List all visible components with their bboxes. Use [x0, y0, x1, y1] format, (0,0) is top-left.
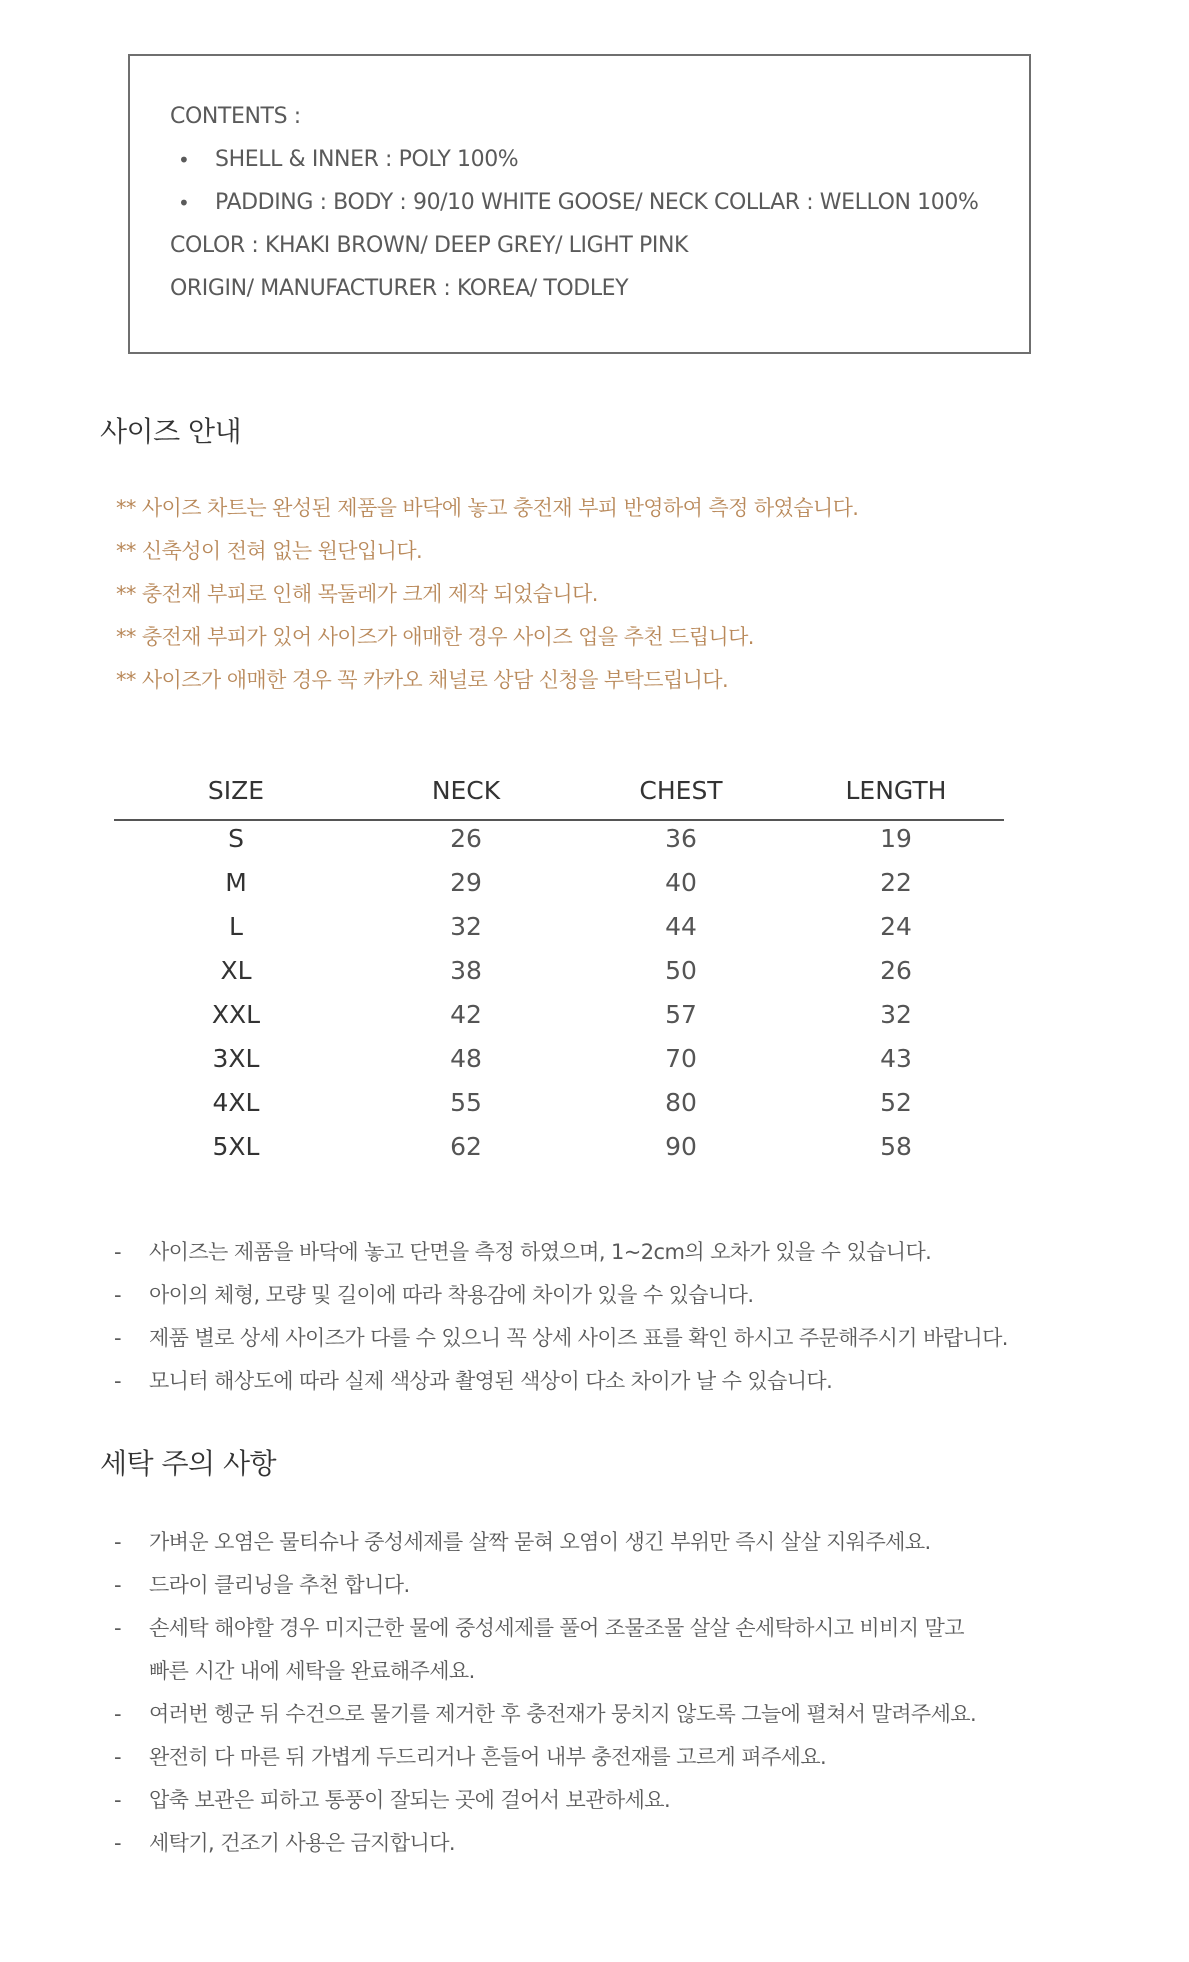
- table-cell-chest: 44: [665, 912, 697, 941]
- table-cell-neck: 42: [450, 1000, 482, 1029]
- dash-marker: -: [114, 1616, 122, 1640]
- table-cell-length: 26: [880, 956, 912, 985]
- table-cell-neck: 48: [450, 1044, 482, 1073]
- size-note: 사이즈는 제품을 바닥에 놓고 단면을 측정 하였으며, 1~2cm의 오차가 있을 수 있습니다.: [149, 1240, 932, 1264]
- dash-marker: -: [114, 1702, 122, 1726]
- contents-box: [128, 54, 1031, 354]
- origin-line: ORIGIN/ MANUFACTURER : KOREA/ TODLEY: [170, 276, 629, 301]
- table-cell-size: XXL: [211, 1000, 261, 1029]
- header-length: LENGTH: [845, 776, 947, 805]
- bullet-dot: •: [178, 148, 190, 172]
- size-note: 제품 별로 상세 사이즈가 다를 수 있으니 꼭 상세 사이즈 표를 확인 하시고 주문해주시기 바랍니다.: [149, 1326, 1008, 1350]
- header-neck: NECK: [431, 776, 501, 805]
- dash-marker: -: [114, 1788, 122, 1812]
- dash-marker: -: [114, 1745, 122, 1769]
- table-cell-length: 19: [880, 824, 912, 853]
- size-guide-title: 사이즈 안내: [100, 415, 242, 448]
- table-cell-neck: 55: [450, 1088, 482, 1117]
- table-cell-size: 4XL: [212, 1088, 260, 1117]
- table-cell-size: L: [229, 912, 243, 941]
- table-cell-chest: 40: [665, 868, 697, 897]
- washing-item-continued: 빠른 시간 내에 세탁을 완료해주세요.: [149, 1659, 475, 1683]
- size-note: 모니터 해상도에 따라 실제 색상과 촬영된 색상이 다소 차이가 날 수 있습니다.: [149, 1369, 833, 1393]
- dash-marker: -: [114, 1530, 122, 1554]
- table-cell-length: 32: [880, 1000, 912, 1029]
- table-cell-size: XL: [220, 956, 252, 985]
- table-cell-chest: 50: [665, 956, 697, 985]
- table-cell-size: 3XL: [212, 1044, 260, 1073]
- size-note: 아이의 체형, 모량 및 길이에 따라 착용감에 차이가 있을 수 있습니다.: [149, 1283, 754, 1307]
- washing-item: 압축 보관은 피하고 통풍이 잘되는 곳에 걸어서 보관하세요.: [149, 1788, 671, 1812]
- table-cell-length: 43: [880, 1044, 912, 1073]
- color-line: COLOR : KHAKI BROWN/ DEEP GREY/ LIGHT PINK: [170, 233, 689, 258]
- washing-title: 세탁 주의 사항: [100, 1447, 277, 1480]
- table-cell-length: 24: [880, 912, 912, 941]
- contents-label: CONTENTS :: [170, 104, 301, 129]
- dash-marker: -: [114, 1283, 122, 1307]
- washing-item: 완전히 다 마른 뒤 가볍게 두드리거나 흔들어 내부 충전재를 고르게 펴주세요.: [149, 1745, 827, 1769]
- bullet-dot: •: [178, 191, 190, 215]
- size-notice: ** 사이즈가 애매한 경우 꼭 카카오 채널로 상담 신청을 부탁드립니다.: [116, 668, 729, 692]
- dash-marker: -: [114, 1573, 122, 1597]
- table-cell-neck: 32: [450, 912, 482, 941]
- size-notice: ** 신축성이 전혀 없는 원단입니다.: [116, 539, 423, 563]
- table-cell-neck: 26: [450, 824, 482, 853]
- header-size: SIZE: [207, 776, 265, 805]
- washing-item: 여러번 헹군 뒤 수건으로 물기를 제거한 후 충전재가 뭉치지 않도록 그늘에 펼쳐서 말려주세요.: [149, 1702, 977, 1726]
- size-notice: ** 충전재 부피가 있어 사이즈가 애매한 경우 사이즈 업을 추천 드립니다.: [116, 625, 754, 649]
- table-cell-chest: 90: [665, 1132, 697, 1161]
- washing-item: 가벼운 오염은 물티슈나 중성세제를 살짝 묻혀 오염이 생긴 부위만 즉시 살살 지워주세요.: [149, 1530, 931, 1554]
- table-cell-length: 52: [880, 1088, 912, 1117]
- header-chest: CHEST: [639, 776, 723, 805]
- table-cell-chest: 36: [665, 824, 697, 853]
- dash-marker: -: [114, 1369, 122, 1393]
- table-cell-neck: 62: [450, 1132, 482, 1161]
- table-cell-size: S: [228, 824, 244, 853]
- dash-marker: -: [114, 1326, 122, 1350]
- table-cell-chest: 70: [665, 1044, 697, 1073]
- table-cell-neck: 38: [450, 956, 482, 985]
- washing-item: 세탁기, 건조기 사용은 금지합니다.: [149, 1831, 455, 1855]
- dash-marker: -: [114, 1831, 122, 1855]
- washing-item: 손세탁 해야할 경우 미지근한 물에 중성세제를 풀어 조물조물 살살 손세탁하시고 비비지 말고: [149, 1616, 964, 1640]
- table-cell-chest: 57: [665, 1000, 697, 1029]
- contents-shell-inner: SHELL & INNER : POLY 100%: [215, 147, 519, 172]
- table-cell-length: 58: [880, 1132, 912, 1161]
- washing-item: 드라이 클리닝을 추천 합니다.: [149, 1573, 410, 1597]
- table-cell-neck: 29: [450, 868, 482, 897]
- table-header-rule: [114, 819, 1004, 821]
- contents-padding: PADDING : BODY : 90/10 WHITE GOOSE/ NECK COLLAR : WELLON 100%: [215, 190, 979, 215]
- table-cell-chest: 80: [665, 1088, 697, 1117]
- table-cell-length: 22: [880, 868, 912, 897]
- dash-marker: -: [114, 1240, 122, 1264]
- table-cell-size: 5XL: [212, 1132, 260, 1161]
- size-notice: ** 사이즈 차트는 완성된 제품을 바닥에 놓고 충전재 부피 반영하여 측정 하였습니다.: [116, 496, 859, 520]
- size-notice: ** 충전재 부피로 인해 목둘레가 크게 제작 되었습니다.: [116, 582, 598, 606]
- table-cell-size: M: [225, 868, 247, 897]
